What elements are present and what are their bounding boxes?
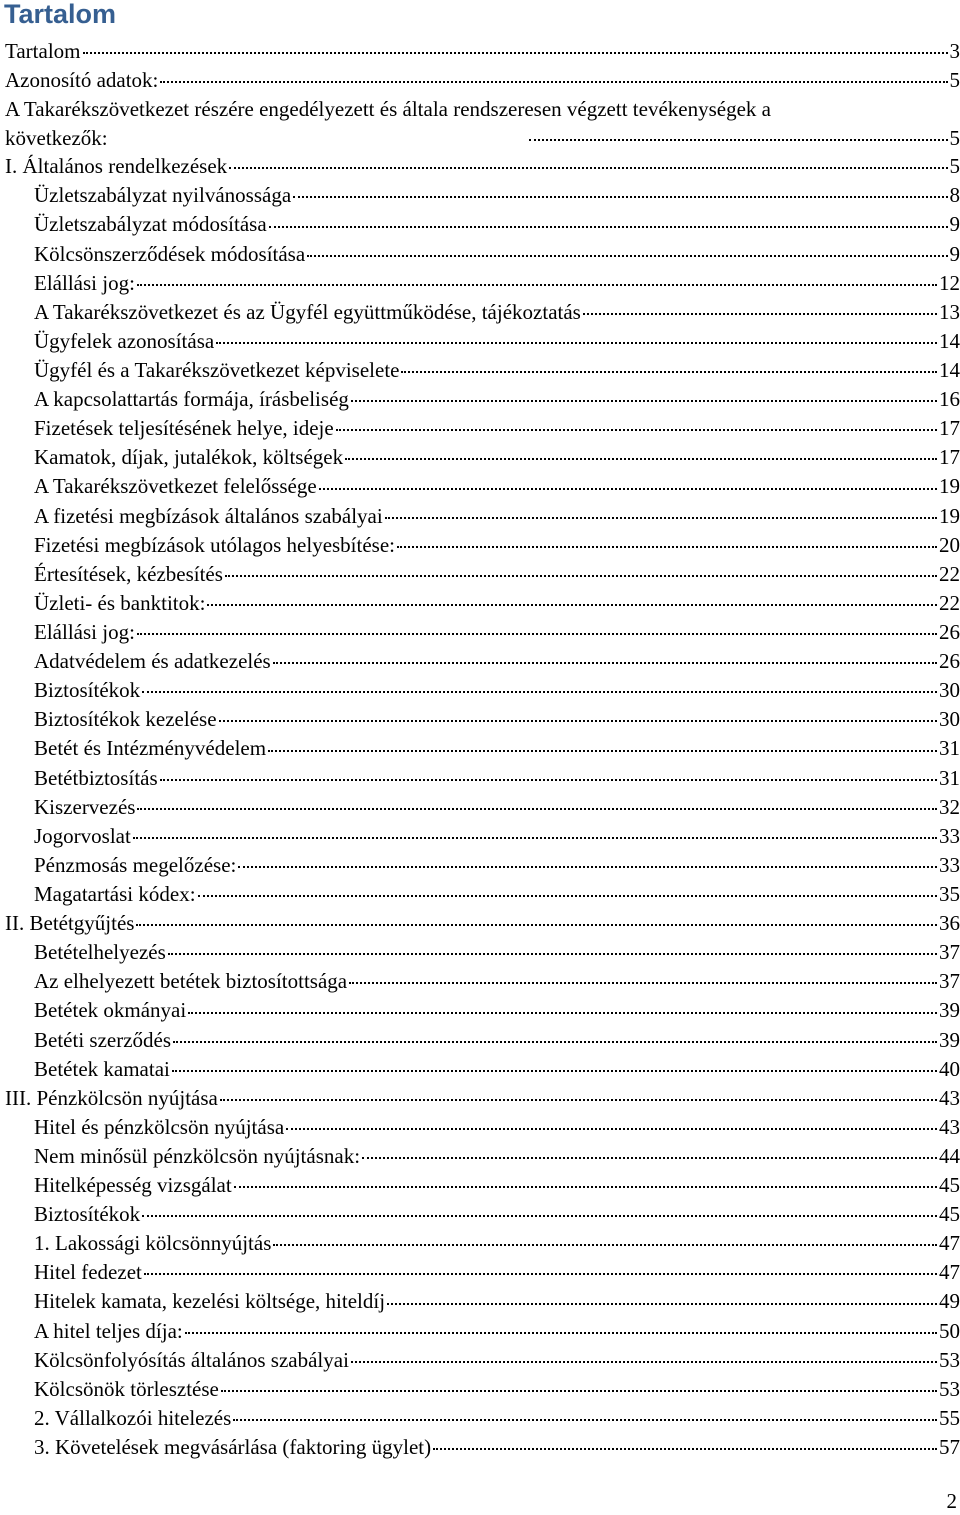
toc-entry-page: 26 xyxy=(939,649,960,674)
toc-dot-leader xyxy=(268,749,937,752)
toc-entry-title: Elállási jog: xyxy=(34,270,135,295)
toc-entry[interactable] xyxy=(5,1433,960,1462)
toc-dot-leader xyxy=(351,1360,937,1363)
toc-entry-title: Elállási jog: xyxy=(34,619,135,644)
toc-dot-leader xyxy=(144,1272,937,1275)
toc-entry-page: 22 xyxy=(939,561,960,586)
toc-entry-page: 17 xyxy=(939,445,960,470)
toc-dot-leader xyxy=(142,1214,937,1217)
toc-dot-leader xyxy=(198,894,937,897)
toc-entry-title: Kiszervezés xyxy=(34,794,136,819)
toc-entry-title: A Takarékszövetkezet felelőssége xyxy=(34,474,317,499)
toc-entry[interactable] xyxy=(5,1084,960,1113)
toc-dot-leader xyxy=(233,1418,937,1421)
toc-dot-leader xyxy=(387,1302,937,1305)
toc-dot-leader xyxy=(286,1127,937,1130)
toc-entry-title: Azonosító adatok: xyxy=(5,68,159,93)
toc-entry-page: 55 xyxy=(939,1405,960,1430)
toc-entry[interactable] xyxy=(5,37,960,66)
toc-entry[interactable] xyxy=(5,502,960,531)
toc-dot-leader xyxy=(219,719,937,722)
toc-entry-page: 36 xyxy=(939,911,960,936)
page-number: 2 xyxy=(946,1489,957,1513)
toc-entry[interactable] xyxy=(5,269,960,298)
toc-entry-title: I. Általános rendelkezések xyxy=(5,154,228,179)
toc-entry[interactable] xyxy=(5,443,960,472)
toc-dot-leader xyxy=(136,923,937,926)
toc-dot-leader xyxy=(137,283,937,286)
toc-dot-leader xyxy=(185,1331,937,1334)
toc-entry-page: 33 xyxy=(939,852,960,877)
toc-dot-leader xyxy=(336,428,937,431)
toc-dot-leader xyxy=(234,1185,937,1188)
toc-entry-title: A kapcsolattartás formája, írásbeliség xyxy=(34,387,349,412)
toc-entry[interactable] xyxy=(5,385,960,414)
toc-entry-page: 33 xyxy=(939,823,960,848)
toc-entry-title: Adatvédelem és adatkezelés xyxy=(34,649,271,674)
toc-entry-page: 8 xyxy=(949,183,960,208)
toc-dot-leader xyxy=(433,1447,937,1450)
toc-dot-leader xyxy=(238,865,937,868)
toc-dot-leader xyxy=(362,1156,937,1159)
toc-entry-title: Pénzmosás megelőzése: xyxy=(34,852,237,877)
toc-entry[interactable] xyxy=(5,1200,960,1229)
toc-entry-title: Kamatok, díjak, jutalékok, költségek xyxy=(34,445,344,470)
toc-dot-leader xyxy=(225,574,937,577)
toc-entry[interactable] xyxy=(5,1375,960,1404)
toc-dot-leader xyxy=(173,1040,937,1043)
toc-entry-title: Az elhelyezett betétek biztosítottsága xyxy=(34,969,348,994)
toc-entry-page: 14 xyxy=(939,328,960,353)
toc-entry-title: Kölcsönfolyósítás általános szabályai xyxy=(34,1347,349,1372)
toc-dot-leader xyxy=(583,312,937,315)
toc-dot-leader xyxy=(273,1243,937,1246)
toc-entry-title: Biztosítékok xyxy=(34,1202,141,1227)
toc-dot-leader xyxy=(221,1389,937,1392)
toc-entry-page: 31 xyxy=(939,736,960,761)
toc-entry-page: 31 xyxy=(939,765,960,790)
toc-entry-title: Betéti szerződés xyxy=(34,1027,172,1052)
toc-entry[interactable] xyxy=(5,327,960,356)
toc-entry-page: 35 xyxy=(939,881,960,906)
toc-entry-title: A fizetési megbízások általános szabályai xyxy=(34,503,383,528)
toc-entry[interactable] xyxy=(5,1258,960,1287)
toc-entry-page: 9 xyxy=(949,212,960,237)
toc-entry-page: 13 xyxy=(939,299,960,324)
toc-entry-title: Betétek okmányai xyxy=(34,998,187,1023)
toc-entry-title: Fizetési megbízások utólagos helyesbítése: xyxy=(34,532,395,557)
toc-entry[interactable] xyxy=(5,1229,960,1258)
toc-dot-leader xyxy=(345,457,937,460)
toc-dot-leader xyxy=(401,370,937,373)
toc-entry[interactable] xyxy=(5,1404,960,1433)
toc-entry-page: 9 xyxy=(949,241,960,266)
toc-entry[interactable] xyxy=(5,676,960,705)
toc-entry-title: Üzleti- és banktitok: xyxy=(34,590,206,615)
toc-dot-leader xyxy=(188,1011,937,1014)
toc-entry-title: Üzletszabályzat nyilvánossága xyxy=(34,183,292,208)
toc-entry[interactable] xyxy=(5,210,960,239)
toc-entry-page: 19 xyxy=(939,474,960,499)
toc-entry[interactable] xyxy=(5,764,960,793)
toc-dot-leader xyxy=(349,981,937,984)
toc-entry-title: Betételhelyezés xyxy=(34,940,166,965)
toc-entry-title: A Takarékszövetkezet és az Ügyfél együttműködése, tájékoztatás xyxy=(34,299,581,324)
toc-dot-leader xyxy=(216,341,937,344)
toc-entry-title: Hitel fedezet xyxy=(34,1260,142,1285)
toc-entry-title: III. Pénzkölcsön nyújtása xyxy=(5,1085,218,1110)
toc-dot-leader xyxy=(160,778,937,781)
toc-entry[interactable] xyxy=(5,1317,960,1346)
toc-entry-page: 50 xyxy=(939,1318,960,1343)
toc-dot-leader xyxy=(160,80,947,83)
toc-dot-leader xyxy=(397,545,937,548)
toc-entry-page: 49 xyxy=(939,1289,960,1314)
toc-dot-leader xyxy=(229,166,947,169)
toc-entry-title: Hitelek kamata, kezelési költsége, hiteldíj xyxy=(34,1289,386,1314)
toc-entry-page: 37 xyxy=(939,969,960,994)
toc-entry-title: Biztosítékok kezelése xyxy=(34,707,217,732)
toc-entry-title: Ügyfél és a Takarékszövetkezet képviselete xyxy=(34,357,400,382)
toc-entry[interactable] xyxy=(5,356,960,385)
toc-dot-leader xyxy=(307,254,947,257)
toc-entry[interactable] xyxy=(5,851,960,880)
toc-entry-page: 30 xyxy=(939,678,960,703)
toc-entry-page: 45 xyxy=(939,1173,960,1198)
toc-dot-leader xyxy=(273,661,937,664)
toc-entry[interactable] xyxy=(5,66,960,95)
toc-entry[interactable] xyxy=(5,618,960,647)
toc-entry-title: Hitelképesség vizsgálat xyxy=(34,1173,232,1198)
toc-entry-page: 17 xyxy=(939,416,960,441)
toc-entry-page: 43 xyxy=(939,1114,960,1139)
toc-entry[interactable] xyxy=(5,967,960,996)
toc-entry[interactable] xyxy=(5,705,960,734)
toc-dot-leader xyxy=(142,690,937,693)
toc-entry-page: 5 xyxy=(949,68,960,93)
toc-entry-title: Magatartási kódex: xyxy=(34,881,196,906)
toc-entry-title: A hitel teljes díja: xyxy=(34,1318,183,1343)
toc-dot-leader xyxy=(385,516,937,519)
toc-entry-page: 53 xyxy=(939,1376,960,1401)
toc-dot-leader xyxy=(207,603,937,606)
toc-entry[interactable] xyxy=(5,1171,960,1200)
toc-entry-title: Fizetések teljesítésének helye, ideje xyxy=(34,416,334,441)
toc-dot-leader xyxy=(351,399,937,402)
toc-entry-title: Hitel és pénzkölcsön nyújtása xyxy=(34,1114,285,1139)
toc-dot-leader xyxy=(137,807,937,810)
toc-dot-leader xyxy=(319,487,937,490)
toc-entry[interactable] xyxy=(5,1142,960,1171)
toc-dot-leader xyxy=(83,51,948,54)
toc-entry[interactable] xyxy=(5,531,960,560)
toc-dot-leader xyxy=(529,138,948,141)
toc-entry-title: A Takarékszövetkezet részére engedélyezett és általa rendszeresen végzett tevékenységek a xyxy=(5,97,771,122)
toc-entry-page: 37 xyxy=(939,940,960,965)
toc-entry[interactable] xyxy=(5,414,960,443)
toc-entry[interactable] xyxy=(5,647,960,676)
toc-entry-page: 26 xyxy=(939,619,960,644)
toc-entry[interactable] xyxy=(5,793,960,822)
toc-dot-leader xyxy=(269,225,948,228)
toc-entry-page: 53 xyxy=(939,1347,960,1372)
toc-entry-page: 5 xyxy=(949,126,960,151)
toc-entry-title: Jogorvoslat xyxy=(34,823,131,848)
toc-entry[interactable] xyxy=(5,560,960,589)
toc-heading: Tartalom xyxy=(4,0,117,29)
toc-entry[interactable] xyxy=(5,880,960,909)
toc-entry-title: 1. Lakossági kölcsönnyújtás xyxy=(34,1231,272,1256)
toc-entry-page: 44 xyxy=(939,1143,960,1168)
toc-entry[interactable] xyxy=(5,1346,960,1375)
toc-entry[interactable] xyxy=(5,822,960,851)
toc-entry-title-continued: következők: xyxy=(5,126,108,151)
toc-entry-title: Biztosítékok xyxy=(34,678,141,703)
toc-entry[interactable] xyxy=(5,909,960,938)
toc-entry[interactable] xyxy=(5,181,960,210)
toc-entry[interactable] xyxy=(5,152,960,181)
toc-entry-page: 40 xyxy=(939,1056,960,1081)
toc-entry-page: 5 xyxy=(949,154,960,179)
toc-entry-title: Értesítések, kézbesítés xyxy=(34,561,223,586)
toc-entry-title: Betétek kamatai xyxy=(34,1056,170,1081)
toc-entry-page: 3 xyxy=(949,39,960,63)
toc-entry[interactable] xyxy=(5,472,960,501)
toc-entry-page: 22 xyxy=(939,590,960,615)
toc-entry[interactable] xyxy=(5,1026,960,1055)
toc-entry-title: II. Betétgyűjtés xyxy=(5,911,135,936)
toc-entry-title: Nem minősül pénzkölcsön nyújtásnak: xyxy=(34,1143,361,1168)
toc-entry-title: 3. Követelések megvásárlása (faktoring ügylet) xyxy=(34,1435,432,1460)
toc-dot-leader xyxy=(172,1069,937,1072)
toc-entry-title: Üzletszabályzat módosítása xyxy=(34,212,267,237)
toc-entry-page: 14 xyxy=(939,357,960,382)
toc-entry[interactable] xyxy=(5,938,960,967)
toc-entry-page: 12 xyxy=(939,270,960,295)
toc-dot-leader xyxy=(137,632,937,635)
toc-entry[interactable] xyxy=(5,996,960,1025)
toc-dot-leader xyxy=(220,1098,937,1101)
toc-entry-page: 39 xyxy=(939,1027,960,1052)
toc-entry-page: 30 xyxy=(939,707,960,732)
toc-entry-page: 47 xyxy=(939,1231,960,1256)
toc-entry-page: 39 xyxy=(939,998,960,1023)
toc-entry-title: Kölcsönök törlesztése xyxy=(34,1376,219,1401)
toc-entry-page: 32 xyxy=(939,794,960,819)
toc-entry-title: Ügyfelek azonosítása xyxy=(34,328,215,353)
toc-entry[interactable] xyxy=(5,734,960,763)
toc-entry[interactable] xyxy=(5,240,960,269)
toc-entry[interactable] xyxy=(5,1055,960,1084)
toc-entry-title: Kölcsönszerződések módosítása xyxy=(34,241,306,266)
toc-entry-page: 19 xyxy=(939,503,960,528)
toc-list xyxy=(5,37,960,1462)
toc-entry-page: 16 xyxy=(939,387,960,412)
toc-entry[interactable] xyxy=(5,1113,960,1142)
toc-dot-leader xyxy=(133,836,937,839)
toc-entry-page: 20 xyxy=(939,532,960,557)
toc-entry[interactable] xyxy=(5,95,960,152)
toc-entry-page: 43 xyxy=(939,1085,960,1110)
toc-entry-title: 2. Vállalkozói hitelezés xyxy=(34,1405,232,1430)
toc-entry[interactable] xyxy=(5,589,960,618)
toc-dot-leader xyxy=(168,952,937,955)
toc-entry-page: 57 xyxy=(939,1435,960,1460)
toc-entry-page: 45 xyxy=(939,1202,960,1227)
toc-entry-page: 47 xyxy=(939,1260,960,1285)
toc-entry-title: Betétbiztosítás xyxy=(34,765,158,790)
toc-entry-title: Betét és Intézményvédelem xyxy=(34,736,267,761)
toc-entry[interactable] xyxy=(5,1287,960,1316)
toc-entry-title: Tartalom xyxy=(5,39,81,63)
toc-entry[interactable] xyxy=(5,298,960,327)
toc-dot-leader xyxy=(293,195,947,198)
